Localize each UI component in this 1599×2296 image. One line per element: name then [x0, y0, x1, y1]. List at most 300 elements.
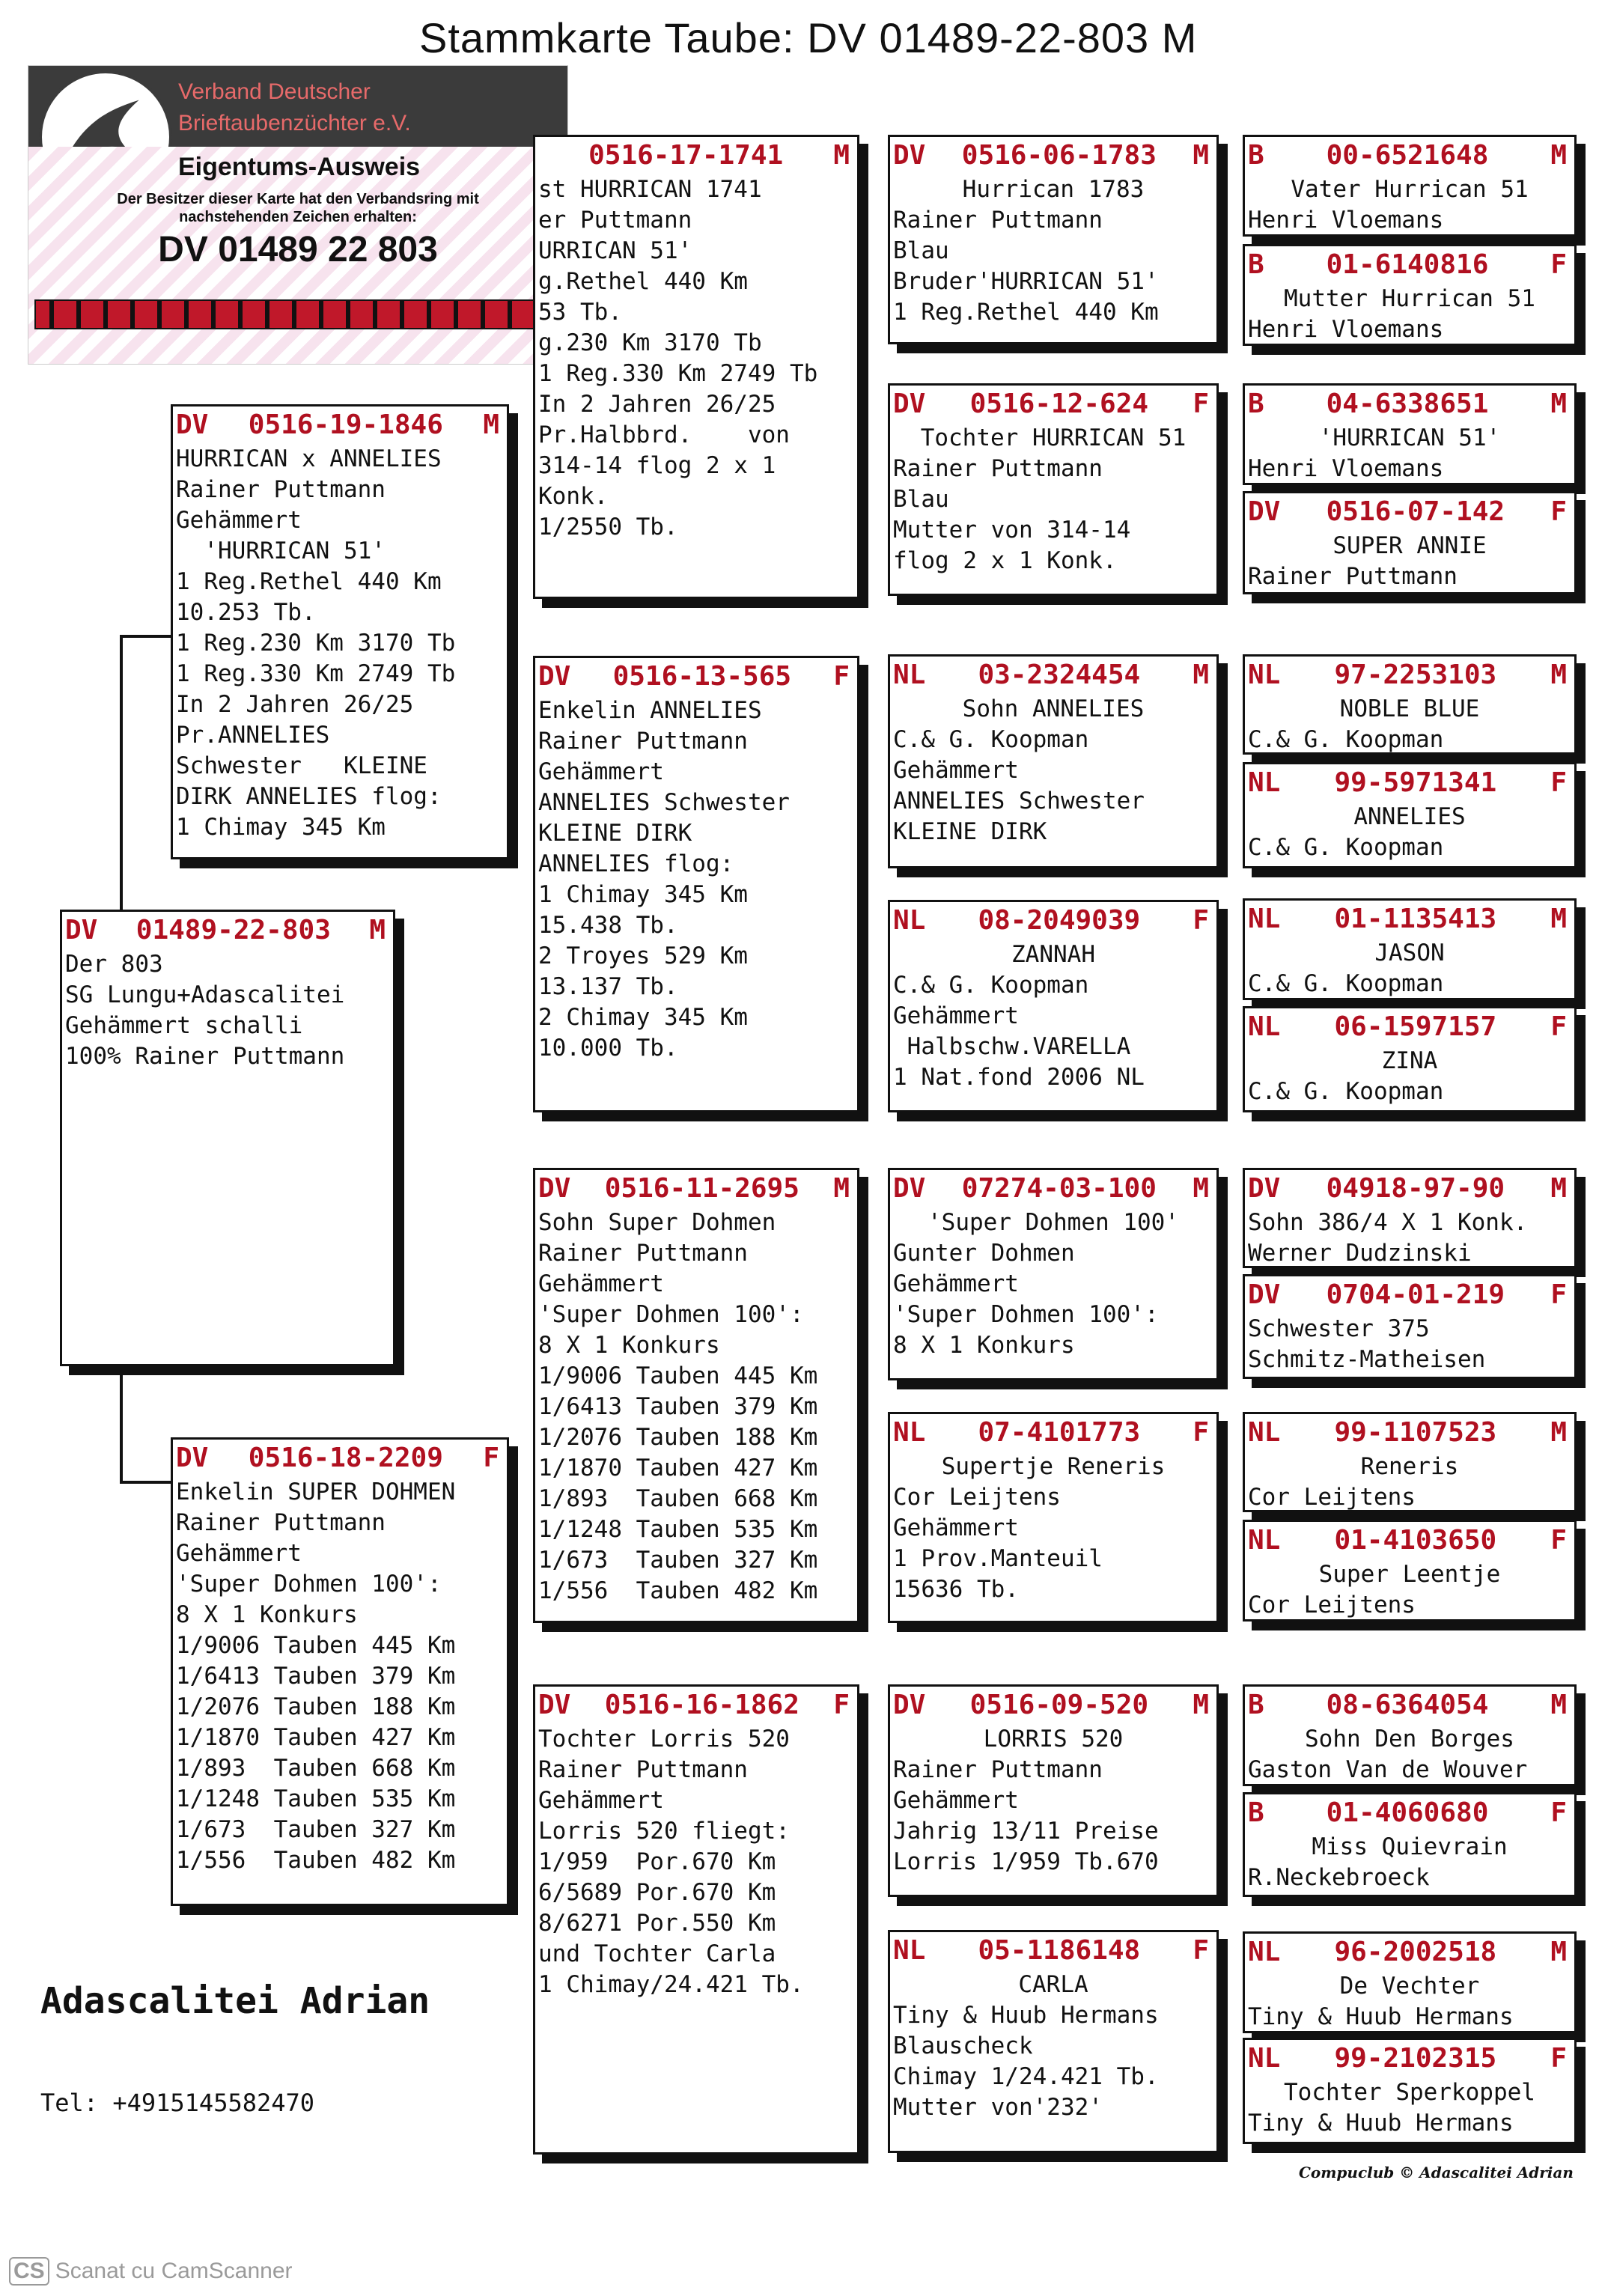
pigeon-info-line: 314-14 flog 2 x 1: [538, 452, 776, 479]
pigeon-info-line: Sohn Den Borges: [1305, 1726, 1514, 1753]
pigeon-info-line: Lorris 520 fliegt:: [538, 1818, 790, 1845]
pigeon-info-line: Schmitz-Matheisen: [1248, 1346, 1486, 1373]
pigeon-header: [535, 1170, 857, 1208]
pigeon-info-line: 1 Reg.230 Km 3170 Tb: [176, 630, 456, 657]
ring-number: 01-1135413: [1334, 904, 1497, 934]
country-code: DV: [538, 1173, 571, 1204]
pigeon-mother-mother: [533, 1684, 859, 2155]
pigeon-info-line: Pr.ANNELIES: [176, 722, 330, 749]
pigeon-header: [1245, 493, 1574, 531]
pigeon-header: [1245, 764, 1574, 802]
pigeon-info-line: Gaston Van de Wouver: [1248, 1756, 1528, 1783]
ring-number: 08-2049039: [978, 905, 1141, 936]
connector: [120, 1481, 172, 1484]
ring-number: 0516-19-1846: [248, 409, 443, 440]
card-band: [34, 299, 564, 329]
connector: [120, 635, 123, 912]
pigeon-info-line: Super Leentje: [1318, 1561, 1501, 1588]
pigeon-gggen: [1243, 898, 1577, 1000]
pigeon-info-line: 1/1870 Tauben 427 Km: [176, 1724, 456, 1751]
sex-marker: F: [483, 1443, 499, 1473]
pigeon-info-line: 1 Chimay/24.421 Tb.: [538, 1971, 804, 1998]
pigeon-info-line: Werner Dudzinski: [1248, 1240, 1472, 1267]
pigeon-header: [890, 1414, 1216, 1452]
pigeon-info-line: 8 X 1 Konkurs: [176, 1601, 358, 1628]
card-org-line2: Brieftaubenzüchter e.V.: [178, 111, 411, 135]
pigeon-info-line: Henri Vloemans: [1248, 316, 1444, 343]
pigeon-info-line: 1/893 Tauben 668 Km: [176, 1755, 456, 1782]
pigeon-ggen: [888, 1684, 1219, 1897]
pigeon-info-line: ANNELIES Schwester: [538, 789, 790, 816]
pigeon-info-line: Konk.: [538, 483, 609, 510]
pigeon-info-line: JASON: [1374, 940, 1445, 966]
ring-number: 0516-13-565: [612, 661, 792, 692]
pigeon-info-line: SG Lungu+Adascalitei: [65, 981, 345, 1008]
pigeon-info-line: Rainer Puttmann: [176, 1509, 386, 1536]
pigeon-header: [1245, 1414, 1574, 1452]
pigeon-info-line: 1 Reg.330 Km 2749 Tb: [538, 360, 818, 387]
sex-marker: F: [1550, 1279, 1567, 1310]
pigeon-info-line: In 2 Jahren 26/25: [176, 691, 414, 718]
pigeon-info-line: C.& G. Koopman: [1248, 834, 1444, 861]
pigeon-info-line: flog 2 x 1 Konk.: [893, 547, 1117, 574]
pigeon-info-line: 1/2550 Tb.: [538, 514, 678, 540]
pigeon-info-line: Supertje Reneris: [941, 1453, 1166, 1480]
pigeon-info-line: 1/893 Tauben 668 Km: [538, 1485, 818, 1512]
pigeon-info-line: ANNELIES flog:: [538, 850, 734, 877]
sex-marker: M: [1193, 660, 1209, 690]
pigeon-info-line: ZINA: [1381, 1047, 1438, 1074]
pigeon-info-line: 1/6413 Tauben 379 Km: [538, 1393, 818, 1420]
pigeon-info-line: 1/9006 Tauben 445 Km: [176, 1632, 456, 1659]
ring-number: 0516-18-2209: [248, 1443, 443, 1473]
country-code: DV: [1248, 1279, 1281, 1310]
pigeon-info-line: 2 Chimay 345 Km: [538, 1004, 748, 1031]
country-code: DV: [893, 1690, 926, 1720]
pigeon-info-line: Vater Hurrican 51: [1291, 176, 1529, 203]
ring-number: 05-1186148: [978, 1935, 1141, 1966]
pigeon-gggen: [1243, 2038, 1577, 2144]
pigeon-info-line: Gehämmert: [538, 758, 664, 785]
ring-number: 03-2324454: [978, 660, 1141, 690]
pigeon-info-line: Rainer Puttmann: [538, 1756, 748, 1783]
pigeon-info-line: er Puttmann: [538, 207, 692, 234]
pigeon-info-line: und Tochter Carla: [538, 1940, 776, 1967]
ring-number: 04-6338651: [1326, 389, 1489, 419]
ring-number: 0516-12-624: [969, 389, 1149, 419]
ring-number: 99-5971341: [1334, 767, 1497, 798]
country-code: NL: [893, 905, 926, 936]
pigeon-header: [535, 1687, 857, 1724]
pigeon-info-line: 1 Chimay 345 Km: [176, 814, 386, 841]
pigeon-info-line: C.& G. Koopman: [1248, 970, 1444, 997]
country-code: NL: [1248, 2043, 1281, 2074]
pigeon-info-line: 1 Prov.Manteuil: [893, 1545, 1103, 1572]
sex-marker: F: [1550, 1011, 1567, 1042]
pigeon-ggen: [888, 1930, 1219, 2153]
country-code: NL: [1248, 1011, 1281, 1042]
ring-number: 01-4060680: [1326, 1797, 1489, 1828]
ring-number: 01-4103650: [1334, 1525, 1497, 1556]
pigeon-header: [1245, 1170, 1574, 1208]
pigeon-info-line: DIRK ANNELIES flog:: [176, 783, 442, 810]
pigeon-header: [1245, 1522, 1574, 1559]
pigeon-info-line: Enkelin ANNELIES: [538, 697, 762, 724]
pigeon-info-line: Lorris 1/959 Tb.670: [893, 1848, 1159, 1875]
pigeon-info-line: Gehämmert: [893, 757, 1019, 784]
pigeon-info-line: Blau: [893, 237, 949, 264]
pigeon-info-line: Rainer Puttmann: [1248, 563, 1458, 590]
ring-number: 0516-07-142: [1326, 496, 1505, 527]
country-code: B: [1248, 249, 1264, 280]
pigeon-info-line: 1/556 Tauben 482 Km: [538, 1577, 818, 1604]
card-org-line1: Verband Deutscher: [178, 79, 371, 104]
pigeon-ggen: [888, 654, 1219, 868]
pigeon-gggen: [1243, 135, 1577, 237]
pigeon-ggen: [888, 1412, 1219, 1623]
pigeon-info-line: Blauscheck: [893, 2032, 1033, 2059]
ring-number: 99-1107523: [1334, 1417, 1497, 1448]
pigeon-header: [890, 902, 1216, 940]
pigeon-gggen: [1243, 1168, 1577, 1268]
pigeon-info-line: 1/6413 Tauben 379 Km: [176, 1663, 456, 1690]
country-code: NL: [1248, 1417, 1281, 1448]
pigeon-header: [1245, 386, 1574, 423]
pigeon-info-line: 1 Reg.330 Km 2749 Tb: [176, 660, 456, 687]
pigeon-info-line: g.230 Km 3170 Tb: [538, 329, 762, 356]
pigeon-ggen: [888, 1168, 1219, 1380]
pigeon-info-line: Cor Leijtens: [1248, 1484, 1416, 1511]
pigeon-info-line: 13.137 Tb.: [538, 973, 678, 1000]
pigeon-info-line: 1/556 Tauben 482 Km: [176, 1847, 456, 1874]
sex-marker: F: [1550, 496, 1567, 527]
pigeon-info-line: Gehämmert: [176, 1540, 302, 1567]
pigeon-gggen: [1243, 1931, 1577, 2033]
pigeon-info-line: Tochter HURRICAN 51: [920, 424, 1187, 451]
pigeon-father-mother: [533, 656, 859, 1112]
country-code: NL: [893, 1935, 926, 1966]
sex-marker: M: [1550, 1417, 1567, 1448]
ring-number: 01489-22-803: [135, 915, 331, 945]
card-ring-number: DV 01489 22 803: [158, 230, 438, 270]
ring-number: 96-2002518: [1334, 1937, 1497, 1967]
pigeon-gggen: [1243, 1412, 1577, 1512]
pigeon-info-line: URRICAN 51': [538, 237, 692, 264]
sex-marker: F: [1550, 1525, 1567, 1556]
country-code: DV: [176, 409, 209, 440]
pigeon-info-line: 8/6271 Por.550 Km: [538, 1910, 776, 1937]
pigeon-gggen: [1243, 762, 1577, 868]
country-code: B: [1248, 389, 1264, 419]
pigeon-info-line: Gehämmert: [538, 1270, 664, 1297]
pigeon-info-line: Sohn Super Dohmen: [538, 1209, 776, 1236]
pigeon-info-line: Henri Vloemans: [1248, 455, 1444, 482]
pigeon-info-line: CARLA: [1018, 1971, 1088, 1998]
pigeon-info-line: 1/673 Tauben 327 Km: [538, 1547, 818, 1574]
pigeon-info-line: Mutter Hurrican 51: [1284, 285, 1535, 312]
sex-marker: M: [833, 140, 850, 171]
sex-marker: M: [833, 1173, 850, 1204]
pigeon-info-line: 'HURRICAN 51': [176, 538, 386, 564]
pigeon-header: [890, 1687, 1216, 1724]
pigeon-info-line: 'Super Dohmen 100':: [176, 1571, 442, 1598]
pigeon-ggen: [888, 383, 1219, 596]
sex-marker: M: [1550, 660, 1567, 690]
sex-marker: M: [1550, 140, 1567, 171]
pigeon-gggen: [1243, 1520, 1577, 1621]
pigeon-info-line: Reneris: [1360, 1453, 1459, 1480]
country-code: DV: [538, 1690, 571, 1720]
sex-marker: F: [1550, 767, 1567, 798]
sex-marker: M: [1550, 1937, 1567, 1967]
footer-credit: Compuclub © Adascalitei Adrian: [1299, 2163, 1574, 2181]
sex-marker: F: [833, 661, 850, 692]
country-code: DV: [538, 661, 571, 692]
pigeon-info-line: 1/1248 Tauben 535 Km: [538, 1516, 818, 1543]
sex-marker: M: [1550, 389, 1567, 419]
country-code: NL: [893, 1417, 926, 1448]
pigeon-info-line: 15.438 Tb.: [538, 912, 678, 939]
pigeon-gggen: [1243, 1274, 1577, 1379]
pigeon-info-line: 100% Rainer Puttmann: [65, 1043, 345, 1070]
country-code: DV: [1248, 496, 1281, 527]
sex-marker: F: [1193, 1935, 1209, 1966]
pigeon-gggen: [1243, 654, 1577, 755]
country-code: NL: [1248, 1937, 1281, 1967]
pigeon-info-line: Sohn ANNELIES: [962, 695, 1145, 722]
scanner-text: Scanat cu CamScanner: [55, 2259, 293, 2283]
pigeon-header: [890, 137, 1216, 174]
pigeon-info-line: 1 Reg.Rethel 440 Km: [176, 568, 442, 595]
country-code: B: [1248, 1797, 1264, 1828]
pigeon-info-line: g.Rethel 440 Km: [538, 268, 748, 295]
pigeon-header: [890, 1170, 1216, 1208]
pigeon-info-line: 1/9006 Tauben 445 Km: [538, 1362, 818, 1389]
country-code: DV: [65, 915, 98, 945]
pigeon-header: [1245, 2040, 1574, 2077]
sex-marker: M: [1550, 1173, 1567, 1204]
pigeon-info-line: Rainer Puttmann: [538, 728, 748, 755]
pigeon-header: [1245, 246, 1574, 284]
sex-marker: M: [369, 915, 386, 945]
pigeon-info-line: In 2 Jahren 26/25: [538, 391, 776, 418]
pigeon-info-line: Tochter Sperkoppel: [1284, 2079, 1535, 2106]
country-code: NL: [893, 660, 926, 690]
owner-phone: Tel: +4915145582470: [40, 2089, 315, 2117]
card-org: [178, 76, 411, 139]
pigeon-header: [890, 386, 1216, 423]
pigeon-info-line: Cor Leijtens: [893, 1484, 1061, 1511]
pigeon-info-line: Henri Vloemans: [1248, 207, 1444, 234]
pigeon-header: [1245, 901, 1574, 938]
pigeon-info-line: Der 803: [65, 951, 163, 978]
sex-marker: F: [833, 1690, 850, 1720]
sex-marker: F: [1193, 389, 1209, 419]
ring-number: 99-2102315: [1334, 2043, 1497, 2074]
pigeon-info-line: Mutter von'232': [893, 2094, 1103, 2121]
pigeon-info-line: 10.000 Tb.: [538, 1035, 678, 1062]
pigeon-info-line: 53 Tb.: [538, 299, 622, 326]
pigeon-mother: [171, 1437, 509, 1906]
country-code: DV: [893, 389, 926, 419]
pigeon-info-line: HURRICAN x ANNELIES: [176, 445, 442, 472]
sex-marker: M: [1193, 1690, 1209, 1720]
pigeon-info-line: 'HURRICAN 51': [1318, 424, 1501, 451]
country-code: NL: [1248, 660, 1281, 690]
pigeon-info-line: KLEINE DIRK: [538, 820, 692, 847]
ring-number: 0516-16-1862: [604, 1690, 800, 1720]
pigeon-info-line: Gehämmert: [893, 1270, 1019, 1297]
pigeon-header: [62, 912, 393, 949]
pigeon-info-line: LORRIS 520: [983, 1726, 1124, 1753]
pigeon-header: [1245, 1687, 1574, 1724]
pigeon-info-line: Gehämmert: [893, 1787, 1019, 1814]
pigeon-info-line: Enkelin SUPER DOHMEN: [176, 1479, 456, 1505]
pigeon-gggen: [1243, 491, 1577, 594]
pigeon-info-line: R.Neckebroeck: [1248, 1864, 1430, 1891]
sex-marker: F: [1193, 905, 1209, 936]
pigeon-info-line: 1/2076 Tauben 188 Km: [176, 1693, 456, 1720]
pigeon-info-line: C.& G. Koopman: [1248, 726, 1444, 753]
ring-number: 0516-09-520: [969, 1690, 1149, 1720]
pigeon-gggen: [1243, 1792, 1577, 1897]
pigeon-info-line: Schwester 375: [1248, 1315, 1430, 1342]
pigeon-gggen: [1243, 244, 1577, 346]
pigeon-gggen: [1243, 1006, 1577, 1112]
pigeon-header: [1245, 657, 1574, 694]
card-heading: Eigentums-Ausweis: [178, 153, 421, 181]
country-code: NL: [1248, 904, 1281, 934]
card-subtitle: Der Besitzer dieser Karte hat den Verbandsring mit nachstehenden Zeichen erhalten:: [117, 191, 479, 225]
pigeon-info-line: 'Super Dohmen 100':: [893, 1301, 1159, 1328]
pigeon-info-line: ANNELIES: [1353, 803, 1466, 830]
pigeon-info-line: Halbschw.VARELLA: [893, 1033, 1131, 1060]
pigeon-info-line: Tiny & Huub Hermans: [1248, 2003, 1514, 2030]
pigeon-info-line: Bruder'HURRICAN 51': [893, 268, 1159, 295]
sex-marker: M: [1193, 140, 1209, 171]
pigeon-header: [1245, 1276, 1574, 1314]
pigeon-info-line: Cor Leijtens: [1248, 1592, 1416, 1619]
pigeon-info-line: Hurrican 1783: [962, 176, 1145, 203]
pigeon-info-line: NOBLE BLUE: [1339, 695, 1480, 722]
pigeon-info-line: Mutter von 314-14: [893, 517, 1131, 543]
pigeon-info-line: Gehämmert schalli: [65, 1012, 303, 1039]
pigeon-header: [173, 1440, 507, 1477]
pigeon-info-line: Gunter Dohmen: [893, 1240, 1075, 1267]
country-code: DV: [893, 1173, 926, 1204]
pigeon-info-line: 8 X 1 Konkurs: [893, 1332, 1075, 1359]
pigeon-info-line: 1 Reg.Rethel 440 Km: [893, 299, 1159, 326]
pigeon-info-line: 1/2076 Tauben 188 Km: [538, 1424, 818, 1451]
pigeon-father: [171, 404, 509, 859]
country-code: B: [1248, 1690, 1264, 1720]
country-code: DV: [893, 140, 926, 171]
ownership-card: [28, 66, 567, 364]
pigeon-info-line: Rainer Puttmann: [176, 476, 386, 503]
sex-marker: M: [1550, 904, 1567, 934]
pigeon-header: [1245, 137, 1574, 174]
pigeon-ggen: [888, 135, 1219, 344]
pigeon-header: [535, 658, 857, 695]
pigeon-info-line: 'Super Dohmen 100':: [538, 1301, 804, 1328]
pigeon-info-line: Pr.Halbbrd. von: [538, 421, 790, 448]
pigeon-info-line: ANNELIES Schwester: [893, 788, 1145, 814]
pigeon-info-line: Tochter Lorris 520: [538, 1726, 790, 1753]
pigeon-info-line: C.& G. Koopman: [893, 726, 1089, 753]
pigeon-gggen: [1243, 383, 1577, 485]
camscanner-logo-icon: CS: [9, 2257, 49, 2286]
pigeon-info-line: KLEINE DIRK: [893, 818, 1047, 845]
ring-number: 97-2253103: [1334, 660, 1497, 690]
pigeon-info-line: Tiny & Huub Hermans: [893, 2002, 1159, 2029]
country-code: DV: [1248, 1173, 1281, 1204]
pigeon-info-line: Rainer Puttmann: [893, 1756, 1103, 1783]
sex-marker: F: [1550, 1797, 1567, 1828]
pigeon-info-line: Sohn 386/4 X 1 Konk.: [1248, 1209, 1528, 1236]
country-code: NL: [1248, 1525, 1281, 1556]
pigeon-info-line: Gehämmert: [893, 1002, 1019, 1029]
pigeon-info-line: Jahrig 13/11 Preise: [893, 1818, 1159, 1845]
pigeon-info-line: Schwester KLEINE: [176, 752, 427, 779]
pigeon-header: [890, 657, 1216, 694]
scanner-watermark: [9, 2257, 293, 2286]
pigeon-info-line: 15636 Tb.: [893, 1576, 1019, 1603]
ring-number: 0516-17-1741: [588, 140, 784, 171]
pigeon-info-line: Gehämmert: [176, 507, 302, 534]
pigeon-header: [173, 406, 507, 444]
ring-number: 0516-06-1783: [961, 140, 1157, 171]
pigeon-info-line: Chimay 1/24.421 Tb.: [893, 2063, 1159, 2090]
country-code: B: [1248, 140, 1264, 171]
pigeon-info-line: 1/1870 Tauben 427 Km: [538, 1455, 818, 1482]
sex-marker: F: [1193, 1417, 1209, 1448]
ring-number: 07-4101773: [978, 1417, 1141, 1448]
pigeon-info-line: Rainer Puttmann: [893, 207, 1103, 234]
ring-number: 0704-01-219: [1326, 1279, 1505, 1310]
sex-marker: F: [1550, 249, 1567, 280]
pigeon-info-line: 1 Chimay 345 Km: [538, 881, 748, 908]
pigeon-header: [1245, 1794, 1574, 1832]
ring-number: 07274-03-100: [961, 1173, 1157, 1204]
ring-number: 01-6140816: [1326, 249, 1489, 280]
sex-marker: M: [1193, 1173, 1209, 1204]
pigeon-info-line: ZANNAH: [1011, 941, 1095, 968]
sex-marker: M: [1550, 1690, 1567, 1720]
ring-number: 04918-97-90: [1326, 1173, 1505, 1204]
pigeon-info-line: st HURRICAN 1741: [538, 176, 762, 203]
pigeon-info-line: De Vechter: [1339, 1973, 1480, 2000]
pigeon-info-line: C.& G. Koopman: [893, 972, 1089, 999]
pigeon-info-line: Gehämmert: [893, 1514, 1019, 1541]
pigeon-info-line: 1/1248 Tauben 535 Km: [176, 1785, 456, 1812]
pigeon-info-line: 6/5689 Por.670 Km: [538, 1879, 776, 1906]
owner-name: Adascalitei Adrian: [40, 1980, 430, 2022]
pigeon-gggen: [1243, 1684, 1577, 1786]
pigeon-info-line: Rainer Puttmann: [538, 1240, 748, 1267]
pigeon-info-line: 'Super Dohmen 100': [928, 1209, 1179, 1236]
pigeon-info-line: 1 Nat.fond 2006 NL: [893, 1064, 1145, 1091]
connector: [120, 635, 172, 638]
ring-number: 0516-11-2695: [604, 1173, 800, 1204]
pigeon-ggen: [888, 900, 1219, 1112]
pigeon-info-line: SUPER ANNIE: [1332, 532, 1487, 559]
pigeon-info-line: 1/673 Tauben 327 Km: [176, 1816, 456, 1843]
pigeon-info-line: 1/959 Por.670 Km: [538, 1848, 776, 1875]
pigeon-subject: [60, 910, 395, 1366]
sex-marker: F: [1550, 2043, 1567, 2074]
pigeon-info-line: Tiny & Huub Hermans: [1248, 2110, 1514, 2137]
pigeon-info-line: Gehämmert: [538, 1787, 664, 1814]
